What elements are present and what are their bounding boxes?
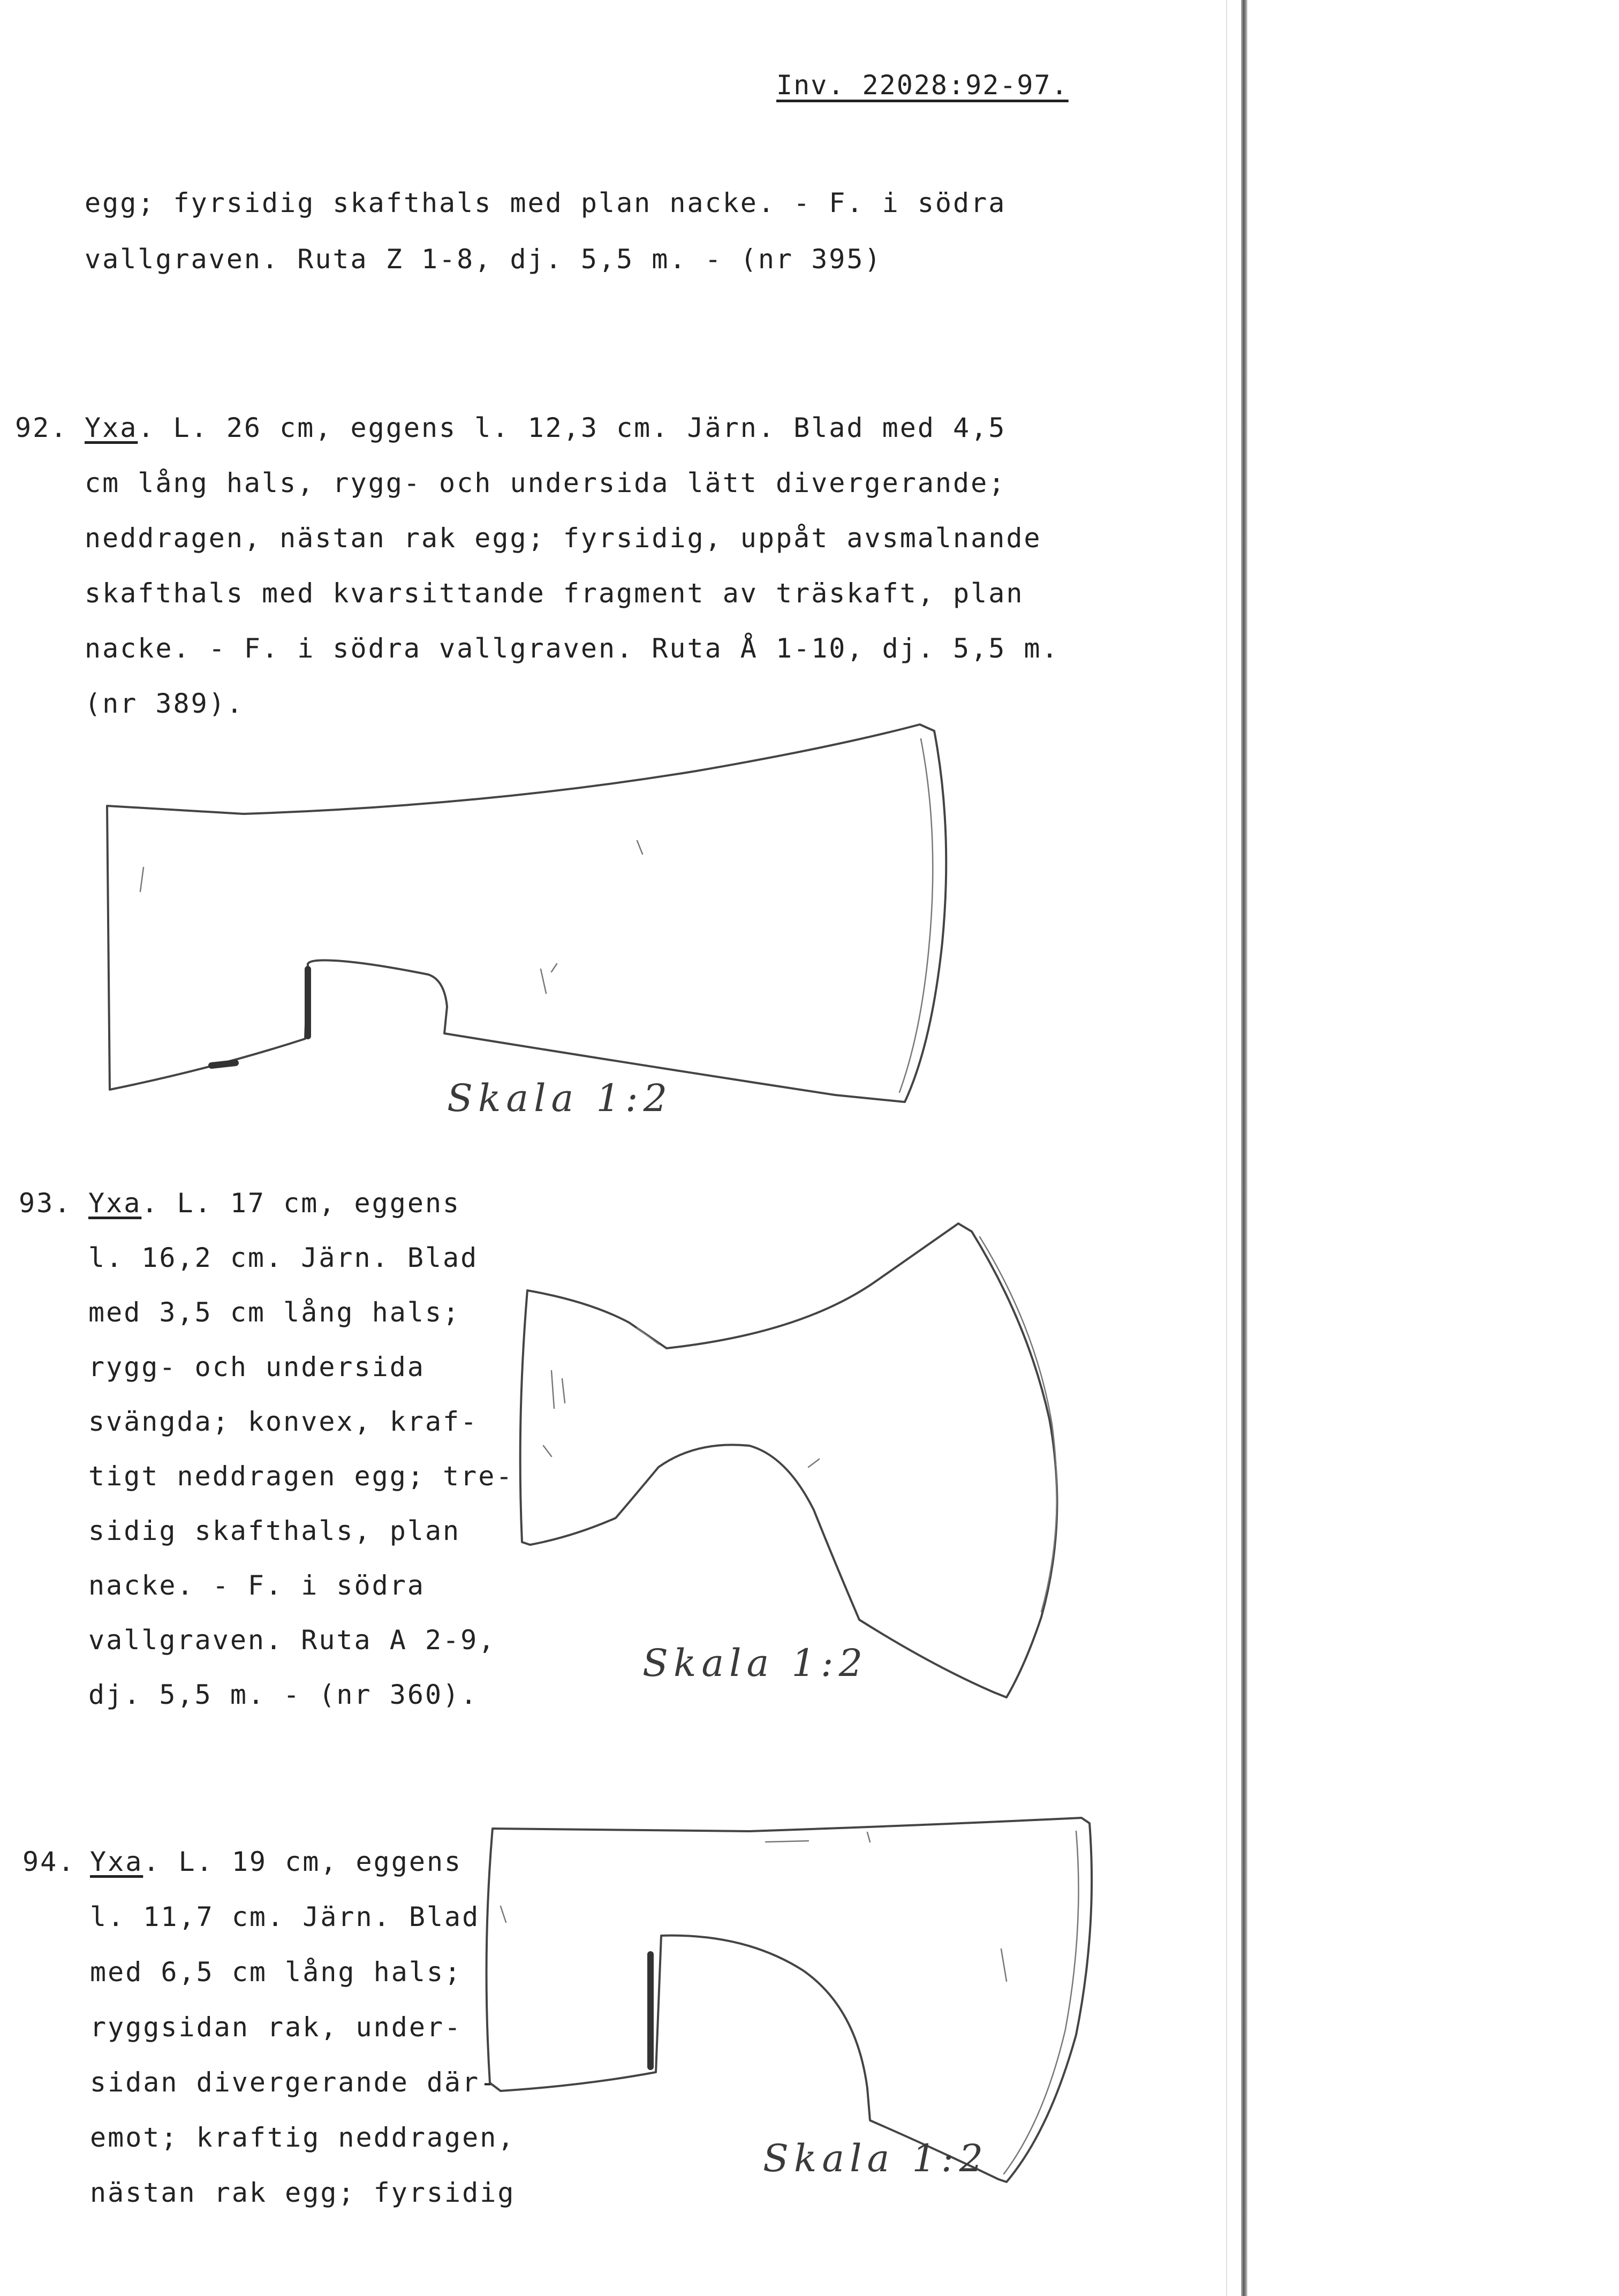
entry-line: vallgraven. Ruta A 2-9,	[88, 1625, 496, 1656]
entry-line: nästan rak egg; fyrsidig	[90, 2177, 516, 2208]
entry-number: 92.	[15, 412, 69, 443]
continuation-line: vallgraven. Ruta Z 1-8, dj. 5,5 m. - (nr 395)	[85, 244, 882, 275]
entry-title: Yxa	[90, 1846, 143, 1877]
entry-line: med 3,5 cm lång hals;	[88, 1297, 461, 1328]
entry-line: skafthals med kvarsittande fragment av träskaft, plan	[85, 578, 1024, 609]
scale-label: Skala 1:2	[763, 2136, 989, 2180]
entry-line: sidig skafthals, plan	[88, 1515, 461, 1546]
entry-number: 94.	[22, 1846, 76, 1877]
continuation-line: egg; fyrsidig skafthals med plan nacke. - F. i södra	[85, 187, 1007, 218]
entry-line: l. 16,2 cm. Järn. Blad	[88, 1242, 479, 1273]
entry-line: nacke. - F. i södra vallgraven. Ruta Å 1-10, dj. 5,5 m.	[85, 633, 1060, 664]
axe-outline	[487, 1818, 1092, 2182]
entry-line: tigt neddragen egg; tre-	[88, 1461, 514, 1492]
entry-line: med 6,5 cm lång hals;	[90, 1957, 463, 1988]
entry-line: nacke. - F. i södra	[88, 1570, 425, 1601]
entry-line: rygg- och undersida	[88, 1351, 425, 1383]
axe-mark	[501, 1832, 1007, 1981]
entry-line: (nr 389).	[85, 688, 244, 719]
entry-line: cm lång hals, rygg- och undersida lätt divergerande;	[85, 467, 1007, 499]
scale-label: Skala 1:2	[642, 1641, 868, 1685]
entry-line: dj. 5,5 m. - (nr 360).	[88, 1679, 479, 1710]
axe-edge-hatch	[1004, 1831, 1079, 2174]
entry-line: svängda; konvex, kraf-	[88, 1406, 479, 1437]
entry-first-line-rest: . L. 17 cm, eggens	[141, 1188, 461, 1219]
entry-first-line-rest: . L. 19 cm, eggens	[143, 1846, 463, 1877]
entry-line: ryggsidan rak, under-	[90, 2012, 463, 2043]
entry-line: neddragen, nästan rak egg; fyrsidig, uppåt avsmalnande	[85, 523, 1042, 554]
entry-line: sidan divergerande där-	[90, 2067, 498, 2098]
entry-line: emot; kraftig neddragen,	[90, 2122, 516, 2153]
entry-title: Yxa	[85, 412, 138, 443]
inventory-number: Inv. 22028:92-97.	[776, 70, 1069, 101]
entry-first-line-rest: . L. 26 cm, eggens l. 12,3 cm. Järn. Blad med 4,5	[138, 412, 1007, 443]
entry-line: l. 11,7 cm. Järn. Blad	[90, 1901, 480, 1932]
scale-label: Skala 1:2	[447, 1076, 673, 1120]
entry-number: 93.	[19, 1188, 72, 1219]
entry-title: Yxa	[88, 1188, 142, 1219]
